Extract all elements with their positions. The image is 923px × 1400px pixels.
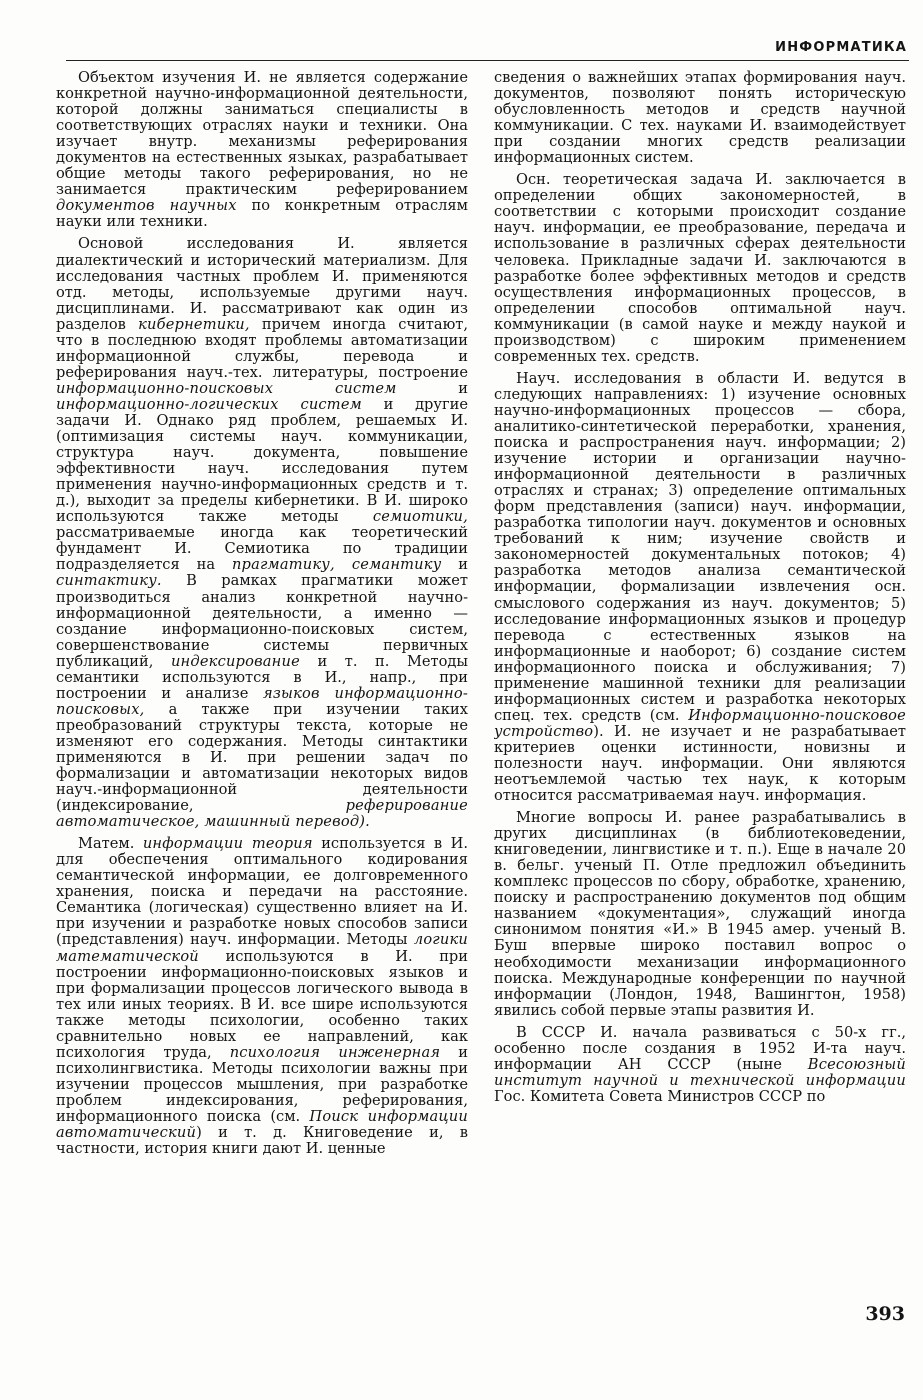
cross-reference: реферирование автоматическое, машинный перевод). xyxy=(56,797,468,831)
right-paragraph-4 xyxy=(494,1025,906,1105)
cross-reference: кибернетики, xyxy=(138,315,250,333)
cross-reference: индексирование xyxy=(170,652,300,670)
cross-reference: информационно-логических систем xyxy=(56,395,362,413)
text-run: Объектом изучения И. не является содержание конкретной научно-информационной деятельности, которой должны заниматься специалисты в соответствующих отраслях науки и техники. Она изучает внутр. механизмы реферирования документов на естественных языках, разрабатывает общие методы такого реферирования, но не занимается практическим реферированием xyxy=(56,70,468,199)
text-run: Гос. Комитета Совета Министров СССР по xyxy=(494,1087,826,1105)
left-paragraph-1 xyxy=(56,70,468,230)
cross-reference: синтактику. xyxy=(56,572,162,590)
cross-reference: документов научных xyxy=(56,197,237,215)
page-number: 393 xyxy=(865,1303,905,1325)
text-run: рассматриваемые иногда как теоретический фундамент И. Семиотика по традиции подразделяется на xyxy=(56,524,468,574)
left-paragraph-3 xyxy=(56,836,468,1157)
cross-reference: прагматику, семантику xyxy=(231,556,442,574)
cross-reference: информации теория xyxy=(142,835,313,853)
cross-reference: языков информационно-поисковых, xyxy=(56,684,468,718)
cross-reference: Всесоюзный институт научной и технической информации xyxy=(494,1055,906,1089)
text-run: и т. п. Методы семантики используются в И., напр., при построении и анализе xyxy=(56,652,468,702)
text-run: а также при изучении таких преобразований структуры текста, которые не изменяют его содержания. Методы синтактики применяются в И. при решении задач по формализации и автоматизации некоторых видов науч.-информационной деятельности (индексирование, xyxy=(56,700,468,815)
text-run: и xyxy=(396,379,468,397)
cross-reference: логики математической xyxy=(56,931,468,965)
text-run: В рамках прагматики может производиться анализ конкретной научно-информационной деятельности, а именно — создание информационно-поисковых систем, совершенствование системы первичных публикаций, xyxy=(56,572,468,670)
text-run: используется в И. для обеспечения оптимального кодирования семантической информации, ее долговременного хранения, поиска и передачи на расстояние. Семантика (логическая) существенно влияет на И. при изучении и разработке новых способов записи (представления) науч. информации. Методы xyxy=(56,835,468,949)
text-run: Науч. исследования в области И. ведутся в следующих направлениях: 1) изучение основных научно-информационных процессов — сбора, аналитико-синтетической переработки, хранения, поиска и распространения науч. информации; 2) изучение истории и организации научно-информационной деятельности в различных отраслях и странах; 3) определение оптимальных форм представления (записи) науч. информации, разработка типологии науч. документов и основных требований к ним; изучение свойств и закономерностей документальных потоков; 4) разработка методов анализа семантической информации, формализации извлечения осн. смыслового содержания из науч. документов; 5) исследование информационных языков и процедур перевода с естественных языков на информационные и наоборот; 6) создание систем информационного поиска и обслуживания; 7) применение машинной техники для реализации информационных систем и разработка некоторых спец. тех. средств (см. xyxy=(494,369,906,724)
cross-reference: Поиск информации автоматический xyxy=(56,1108,468,1142)
text-run: по конкретным отраслям науки или техники. xyxy=(56,197,468,231)
right-paragraph-0: сведения о важнейших этапах формирования науч. документов, позволяют понять историческую обусловленность методов и средств научной коммуникации. С тех. науками И. взаимодействует при создании многих средств реализации информационных систем. xyxy=(494,70,906,167)
right-column xyxy=(494,70,906,1330)
cross-reference: Информационно-поисковое устройство xyxy=(494,706,906,740)
right-paragraph-2 xyxy=(494,371,906,804)
text-run: Матем. xyxy=(78,835,143,853)
header-rule xyxy=(66,60,909,61)
text-run: и xyxy=(441,556,468,574)
left-column xyxy=(56,70,468,1330)
text-run: В СССР И. начала развиваться с 50-х гг., особенно после создания в 1952 И-та науч. информации АН СССР (ныне xyxy=(494,1023,906,1073)
text-run: ) и т. д. Книговедение и, в частности, история книги дают И. ценные xyxy=(56,1124,468,1158)
cross-reference: информационно-поисковых систем xyxy=(56,379,397,397)
text-run: причем иногда считают, что в последнюю входят проблемы автоматизации информационной службы, перевода и реферирования науч.-тех. литературы, построение xyxy=(56,315,468,381)
text-run: ). И. не изучает и не разрабатывает критериев оценки истинности, новизны и полезности науч. информации. Они являются неотъемлемой частью тех наук, к которым относится рассматриваемая науч. информация. xyxy=(494,722,906,805)
left-paragraph-2 xyxy=(56,236,468,830)
right-paragraph-1: Осн. теоретическая задача И. заключается в определении общих закономерностей, в соответствии с которыми происходит создание науч. информации, ее преобразование, передача и использование в различных сферах деятельности человека. Прикладные задачи И. заключаются в разработке более эффективных методов и средств осуществления информационных процессов, в определении способов оптимальной науч. коммуникации (в самой науке и между наукой и производством) с широким применением современных тех. средств. xyxy=(494,171,906,365)
running-head: ИНФОРМАТИКА xyxy=(775,40,907,55)
text-run: и другие задачи И. Однако ряд проблем, решаемых И. (оптимизация системы науч. коммуникации, структура науч. документа, повышение эффективности науч. исследования путем применения научно-информационных средств и т. д.), выходит за пределы кибернетики. В И. широко используются также методы xyxy=(56,395,468,526)
text-run: используются в И. при построении информационно-поисковых языков и при формализации процессов логического вывода в тех или иных теориях. В И. все шире используются также методы психологии, особенно таких сравнительно новых ее направлений, как психология труда, xyxy=(56,947,468,1061)
right-paragraph-3: Многие вопросы И. ранее разрабатывались в других дисциплинах (в библиотековедении, книговедении, лингвистике и т. п.). Еще в начале 20 в. бельг. ученый П. Отле предложил объединить комплекс процессов по сбору, обработке, хранению, поиску и распространению документов под общим названием «документация», служащий иногда синонимом понятия «И.» В 1945 амер. ученый В. Буш впервые широко поставил вопрос о необходимости механизации информационного поиска. Международные конференции по научной информации (Лондон, 1948, Вашингтон, 1958) явились собой первые этапы развития И. xyxy=(494,809,906,1019)
text-run: Основой исследования И. является диалектический и исторический материализм. Для исследования частных проблем И. применяются отд. методы, используемые другими науч. дисциплинами. И. рассматривают как один из разделов xyxy=(56,235,468,333)
cross-reference: семиотики, xyxy=(372,508,468,526)
text-run: и психолингвистика. Методы психологии важны при изучении процессов мышления, при разработке проблем индексирования, реферирования, информационного поиска (см. xyxy=(56,1043,468,1125)
cross-reference: психология инженерная xyxy=(229,1043,441,1061)
